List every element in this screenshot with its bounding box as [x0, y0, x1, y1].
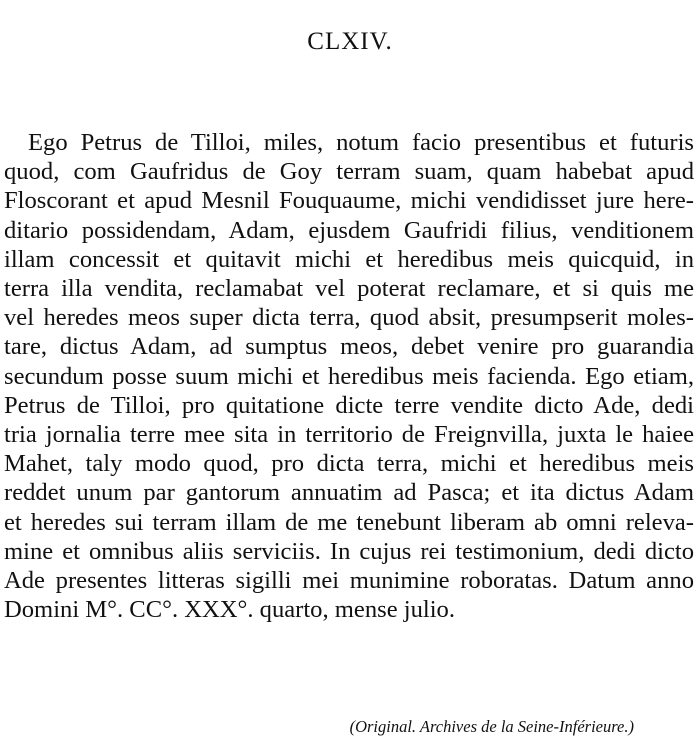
text-line: reddet unum par gantorum annuatim ad Pasca; et ita dictus Adam	[4, 479, 694, 507]
charter-body	[4, 128, 694, 624]
text-line: quod, com Gaufridus de Goy terram suam, quam habebat apud	[4, 158, 694, 186]
charter-number-heading: CLXIV.	[307, 28, 393, 55]
text-line: Petrus de Tilloi, pro quitatione dicte terre vendite dicto Ade, dedi	[4, 391, 694, 419]
text-line: Floscorant et apud Mesnil Fouquaume, michi vendidisset jure here-	[4, 187, 694, 215]
text-line: secundum posse suum michi et heredibus meis facienda. Ego etiam,	[4, 362, 694, 390]
text-line: Mahet, taly modo quod, pro dicta terra, michi et heredibus meis	[4, 450, 694, 478]
text-line: et heredes sui terram illam de me tenebunt liberam ab omni releva-	[4, 508, 694, 536]
text-line: vel heredes meos super dicta terra, quod absit, presumpserit moles-	[4, 304, 694, 332]
text-line: terra illa vendita, reclamabat vel poterat reclamare, et si quis me	[4, 275, 694, 303]
text-line: ditario possidendam, Adam, ejusdem Gaufridi filius, venditionem	[4, 216, 694, 244]
text-line: tria jornalia terre mee sita in territorio de Freignvilla, juxta le haiee	[4, 421, 694, 449]
text-line: illam concessit et quitavit michi et heredibus meis quicquid, in	[4, 245, 694, 273]
text-line: mine et omnibus aliis serviciis. In cujus rei testimonium, dedi dicto	[4, 537, 694, 565]
text-line: tare, dictus Adam, ad sumptus meos, debet venire pro guarandia	[4, 333, 694, 361]
source-note: (Original. Archives de la Seine-Inférieure.)	[349, 717, 634, 736]
text-line: Ego Petrus de Tilloi, miles, notum facio presentibus et futuris	[28, 129, 694, 156]
text-line: Domini M°. CC°. XXX°. quarto, mense julio.	[4, 596, 455, 624]
text-line: Ade presentes litteras sigilli mei munimine roboratas. Datum anno	[4, 567, 694, 595]
